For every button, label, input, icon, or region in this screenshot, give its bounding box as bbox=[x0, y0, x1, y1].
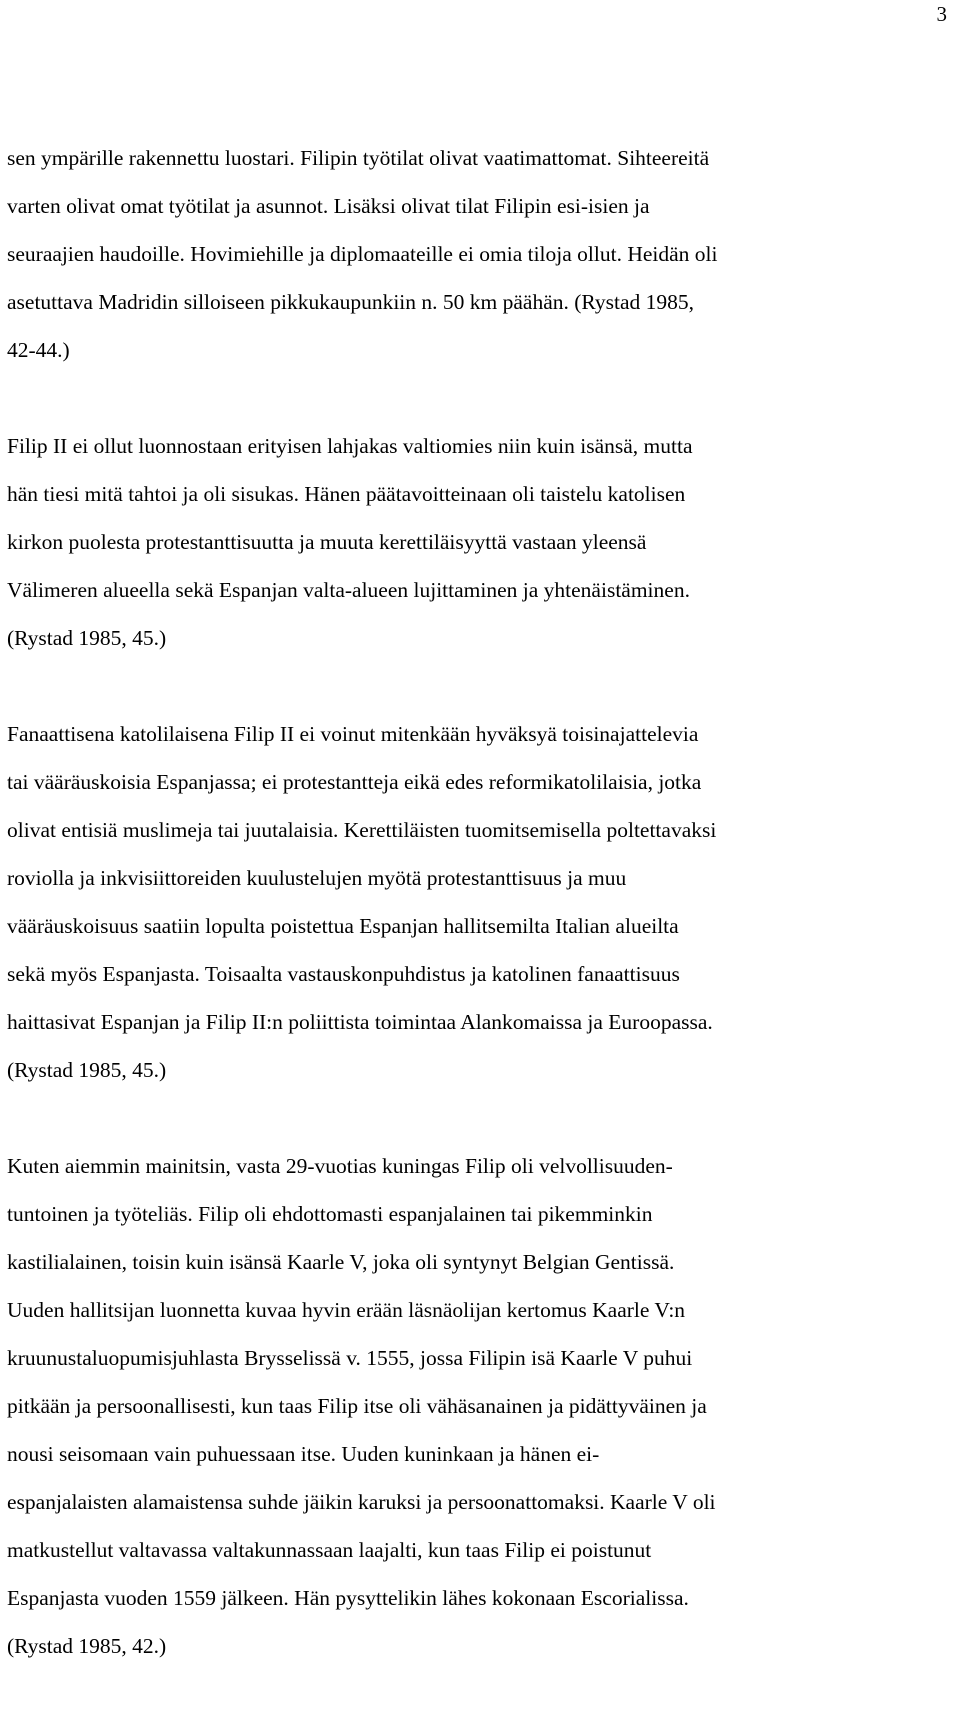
page-number: 3 bbox=[936, 2, 947, 26]
body-text bbox=[7, 134, 957, 1670]
text-line: Fanaattisena katolilaisena Filip II ei voinut mitenkään hyväksyä toisinajattelevia bbox=[7, 722, 699, 746]
text-line: tai vääräuskoisia Espanjassa; ei protestantteja eikä edes reformikatolilaisia, jotka bbox=[7, 770, 702, 794]
paragraph bbox=[7, 422, 957, 662]
text-line: Välimeren alueella sekä Espanjan valta-alueen lujittaminen ja yhtenäistäminen. bbox=[7, 578, 690, 602]
paragraph-gap bbox=[7, 1094, 957, 1142]
text-line: haittasivat Espanjan ja Filip II:n poliittista toimintaa Alankomaissa ja Euroopassa. bbox=[7, 1010, 713, 1034]
text-line: pitkään ja persoonallisesti, kun taas Filip itse oli vähäsanainen ja pidättyväinen ja bbox=[7, 1394, 707, 1418]
text-line: (Rystad 1985, 42.) bbox=[7, 1634, 167, 1658]
paragraph bbox=[7, 1142, 957, 1670]
text-line: olivat entisiä muslimeja tai juutalaisia. Kerettiläisten tuomitsemisella poltettavaksi bbox=[7, 818, 717, 842]
text-line: roviolla ja inkvisiittoreiden kuulustelujen myötä protestanttisuus ja muu bbox=[7, 866, 627, 890]
text-line: asetuttava Madridin silloiseen pikkukaupunkiin n. 50 km päähän. (Rystad 1985, bbox=[7, 290, 695, 314]
text-line: Filip II ei ollut luonnostaan erityisen lahjakas valtiomies niin kuin isänsä, mutta bbox=[7, 434, 693, 458]
text-line: sekä myös Espanjasta. Toisaalta vastauskonpuhdistus ja katolinen fanaattisuus bbox=[7, 962, 680, 986]
paragraph-gap bbox=[7, 374, 957, 422]
text-line: kastilialainen, toisin kuin isänsä Kaarle V, joka oli syntynyt Belgian Gentissä. bbox=[7, 1250, 675, 1274]
text-line: seuraajien haudoille. Hovimiehille ja diplomaateille ei omia tiloja ollut. Heidän oli bbox=[7, 242, 718, 266]
text-line: Espanjasta vuoden 1559 jälkeen. Hän pysyttelikin lähes kokonaan Escorialissa. bbox=[7, 1586, 689, 1610]
text-line: nousi seisomaan vain puhuessaan itse. Uuden kuninkaan ja hänen ei- bbox=[7, 1442, 600, 1466]
text-line: Kuten aiemmin mainitsin, vasta 29-vuotias kuningas Filip oli velvollisuuden- bbox=[7, 1154, 673, 1178]
text-line: matkustellut valtavassa valtakunnassaan laajalti, kun taas Filip ei poistunut bbox=[7, 1538, 652, 1562]
text-line: 42-44.) bbox=[7, 338, 70, 362]
text-line: hän tiesi mitä tahtoi ja oli sisukas. Hänen päätavoitteinaan oli taistelu katolisen bbox=[7, 482, 686, 506]
text-line: sen ympärille rakennettu luostari. Filipin työtilat olivat vaatimattomat. Sihteereitä bbox=[7, 146, 710, 170]
text-line: vääräuskoisuus saatiin lopulta poistettua Espanjan hallitsemilta Italian alueilta bbox=[7, 914, 679, 938]
text-line: espanjalaisten alamaistensa suhde jäikin karuksi ja persoonattomaksi. Kaarle V oli bbox=[7, 1490, 716, 1514]
text-line: Uuden hallitsijan luonnetta kuvaa hyvin erään läsnäolijan kertomus Kaarle V:n bbox=[7, 1298, 686, 1322]
paragraph bbox=[7, 710, 957, 1094]
paragraph bbox=[7, 134, 957, 374]
text-line: kirkon puolesta protestanttisuutta ja muuta kerettiläisyyttä vastaan yleensä bbox=[7, 530, 647, 554]
text-line: kruunustaluopumisjuhlasta Brysselissä v. 1555, jossa Filipin isä Kaarle V puhui bbox=[7, 1346, 693, 1370]
text-line: (Rystad 1985, 45.) bbox=[7, 626, 167, 650]
text-line: tuntoinen ja työteliäs. Filip oli ehdottomasti espanjalainen tai pikemminkin bbox=[7, 1202, 653, 1226]
paragraph-gap bbox=[7, 662, 957, 710]
text-line: (Rystad 1985, 45.) bbox=[7, 1058, 167, 1082]
text-line: varten olivat omat työtilat ja asunnot. Lisäksi olivat tilat Filipin esi-isien ja bbox=[7, 194, 650, 218]
